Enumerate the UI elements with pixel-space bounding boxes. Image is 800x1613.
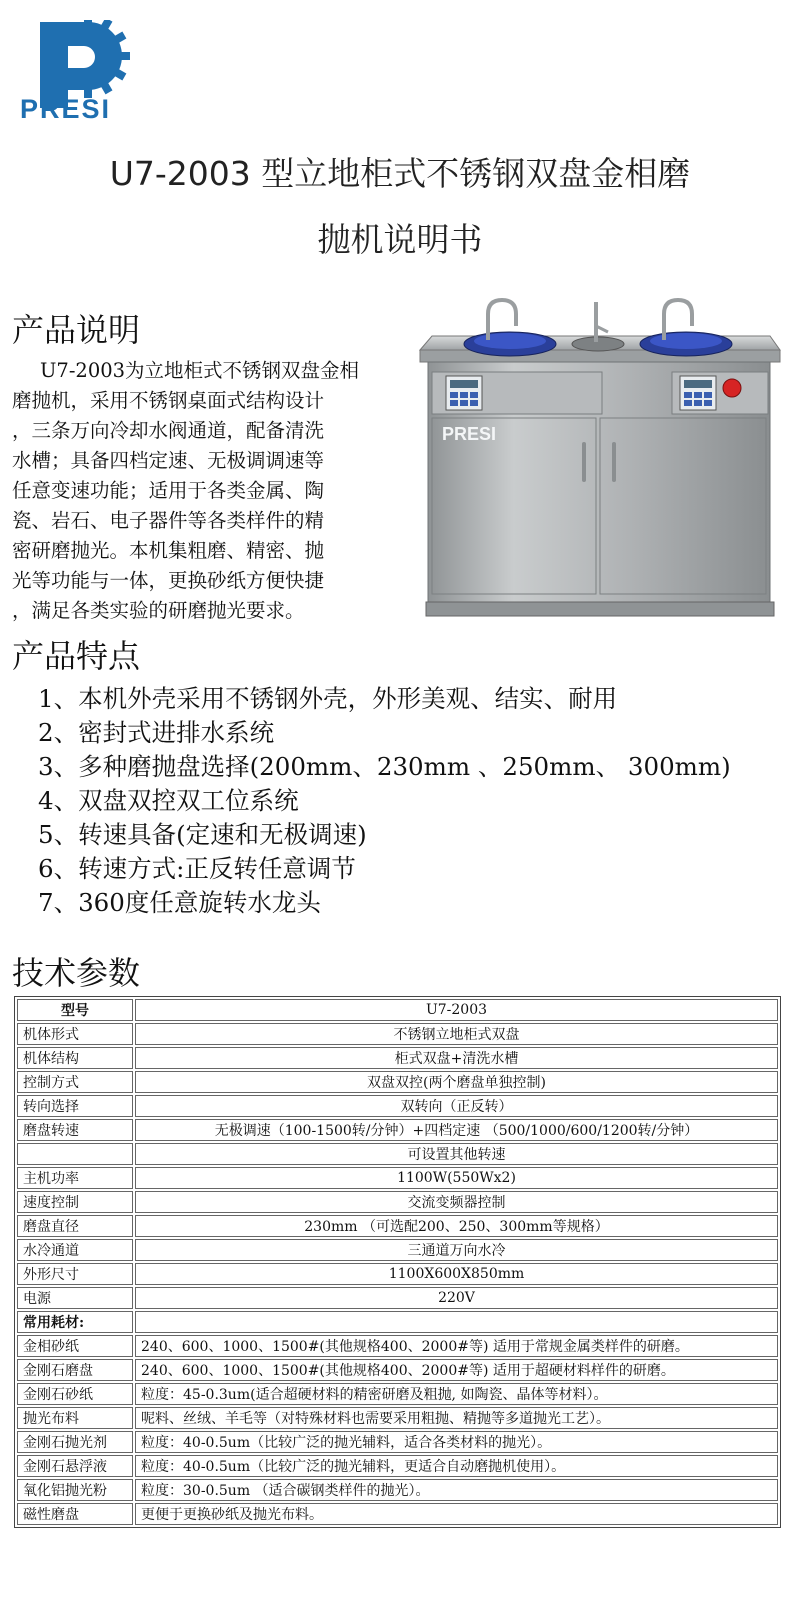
table-row: [17, 1263, 778, 1285]
table-row: [17, 1143, 778, 1165]
table-row: [17, 1479, 778, 1501]
logo-wordmark: PRESI: [20, 94, 112, 124]
table-row: [17, 1407, 778, 1429]
spec-value: 粒度：45-0.3um(适合超硬材料的精密研磨及粗抛, 如陶瓷、晶体等材料）。: [135, 1383, 778, 1405]
product-photo: [418, 292, 782, 622]
list-item: 4、双盘双控双工位系统: [38, 786, 299, 815]
spec-label: 机体形式: [17, 1023, 133, 1045]
spec-label: 磨盘转速: [17, 1119, 133, 1141]
description-line: 光等功能与一体，更换砂纸方便快捷: [12, 569, 325, 592]
spec-value: 220V: [135, 1287, 778, 1309]
spec-label: 电源: [17, 1287, 133, 1309]
table-row: [17, 1167, 778, 1189]
spec-label: 控制方式: [17, 1071, 133, 1093]
page-title: U7-2003 型立地柜式不锈钢双盘金相磨: [109, 154, 691, 193]
spec-value: 粒度：40-0.5um（比较广泛的抛光辅料，更适合自动磨抛机使用）。: [135, 1455, 778, 1477]
spec-label: 型号: [17, 999, 133, 1021]
spec-value: 不锈钢立地柜式双盘: [135, 1023, 778, 1045]
spec-label: 金刚石悬浮液: [17, 1455, 133, 1477]
table-row: [17, 1287, 778, 1309]
spec-label: 速度控制: [17, 1191, 133, 1213]
list-item: 3、多种磨抛盘选择(200mm、230mm 、250mm、 300mm): [38, 752, 731, 781]
spec-label: 水冷通道: [17, 1239, 133, 1261]
spec-label: 磨盘直径: [17, 1215, 133, 1237]
product-description-text: [12, 356, 424, 626]
spec-label: 氧化铝抛光粉: [17, 1479, 133, 1501]
features-heading: 产品特点: [12, 637, 141, 675]
spec-label: 金刚石抛光剂: [17, 1431, 133, 1453]
description-line: ，三条万向冷却水阀通道，配备清洗: [12, 419, 325, 442]
description-line: 磨抛机，采用不锈钢桌面式结构设计: [12, 389, 325, 412]
spec-label: [17, 1143, 133, 1165]
spec-table: [14, 996, 781, 1528]
list-item: 6、转速方式:正反转任意调节: [38, 854, 356, 883]
spec-label: 抛光布料: [17, 1407, 133, 1429]
table-row: [17, 1047, 778, 1069]
features-list: [38, 682, 798, 920]
spec-label: 磁性磨盘: [17, 1503, 133, 1525]
list-item: 5、转速具备(定速和无极调速): [38, 820, 367, 849]
description-line: 瓷、岩石、电子器件等各类样件的精: [12, 509, 325, 532]
table-row: [17, 1071, 778, 1093]
spec-label: 转向选择: [17, 1095, 133, 1117]
description-line: 密研磨抛光。本机集粗磨、精密、抛: [12, 539, 325, 562]
description-line: 任意变速功能；适用于各类金属、陶: [12, 479, 325, 502]
table-row: [17, 1359, 778, 1381]
table-row: [17, 1455, 778, 1477]
spec-label: 机体结构: [17, 1047, 133, 1069]
table-row: [17, 1095, 778, 1117]
description-line: U7-2003为立地柜式不锈钢双盘金相: [40, 359, 360, 382]
table-row: [17, 1023, 778, 1045]
spec-value: 230mm （可选配200、250、300mm等规格）: [135, 1215, 778, 1237]
table-row: [17, 1311, 778, 1333]
table-row: [17, 1335, 778, 1357]
spec-value: [135, 1311, 778, 1333]
list-item: 2、密封式进排水系统: [38, 718, 275, 747]
table-row: [17, 1383, 778, 1405]
spec-value: 更便于更换砂纸及抛光布料。: [135, 1503, 778, 1525]
spec-label: 外形尺寸: [17, 1263, 133, 1285]
spec-value: 1100W(550Wx2): [135, 1167, 778, 1189]
spec-value: U7-2003: [135, 999, 778, 1021]
list-item: 7、360度任意旋转水龙头: [38, 888, 321, 917]
spec-value: 交流变频器控制: [135, 1191, 778, 1213]
spec-label: 主机功率: [17, 1167, 133, 1189]
table-row: [17, 1503, 778, 1525]
spec-value: 粒度：30-0.5um （适合碳钢类样件的抛光）。: [135, 1479, 778, 1501]
spec-value: 无极调速（100-1500转/分钟）+四档定速 （500/1000/600/1200转/分钟）: [135, 1119, 778, 1141]
spec-value: 1100X600X850mm: [135, 1263, 778, 1285]
spec-value: 240、600、1000、1500#(其他规格400、2000#等) 适用于常规金属类样件的研磨。: [135, 1335, 778, 1357]
table-row: [17, 1215, 778, 1237]
table-row: [17, 1191, 778, 1213]
spec-value: 柜式双盘+清洗水槽: [135, 1047, 778, 1069]
list-item: 1、本机外壳采用不锈钢外壳，外形美观、结实、耐用: [38, 684, 618, 713]
table-row: [17, 1119, 778, 1141]
description-line: ，满足各类实验的研磨抛光要求。: [12, 599, 305, 622]
spec-value: 双盘双控(两个磨盘单独控制): [135, 1071, 778, 1093]
spec-label: 金刚石磨盘: [17, 1359, 133, 1381]
spec-value: 双转向（正反转）: [135, 1095, 778, 1117]
table-row: [17, 1431, 778, 1453]
spec-value: 240、600、1000、1500#(其他规格400、2000#等) 适用于超硬材料样件的研磨。: [135, 1359, 778, 1381]
spec-label: 金刚石砂纸: [17, 1383, 133, 1405]
table-row: [17, 1239, 778, 1261]
page-title-line2: 抛机说明书: [317, 220, 483, 259]
cabinet-brand-logo: PRESI: [442, 424, 497, 444]
spec-label: 常用耗材:: [17, 1311, 133, 1333]
description-line: 水槽；具备四档定速、无极调调速等: [12, 449, 325, 472]
spec-label: 金相砂纸: [17, 1335, 133, 1357]
spec-value: 三通道万向水冷: [135, 1239, 778, 1261]
spec-value: 可设置其他转速: [135, 1143, 778, 1165]
product-description-heading: 产品说明: [12, 311, 141, 349]
table-row: [17, 999, 778, 1021]
spec-value: 粒度：40-0.5um（比较广泛的抛光辅料，适合各类材料的抛光）。: [135, 1431, 778, 1453]
specs-heading: 技术参数: [12, 954, 141, 992]
spec-value: 呢料、丝绒、羊毛等（对特殊材料也需要采用粗抛、精抛等多道抛光工艺）。: [135, 1407, 778, 1429]
